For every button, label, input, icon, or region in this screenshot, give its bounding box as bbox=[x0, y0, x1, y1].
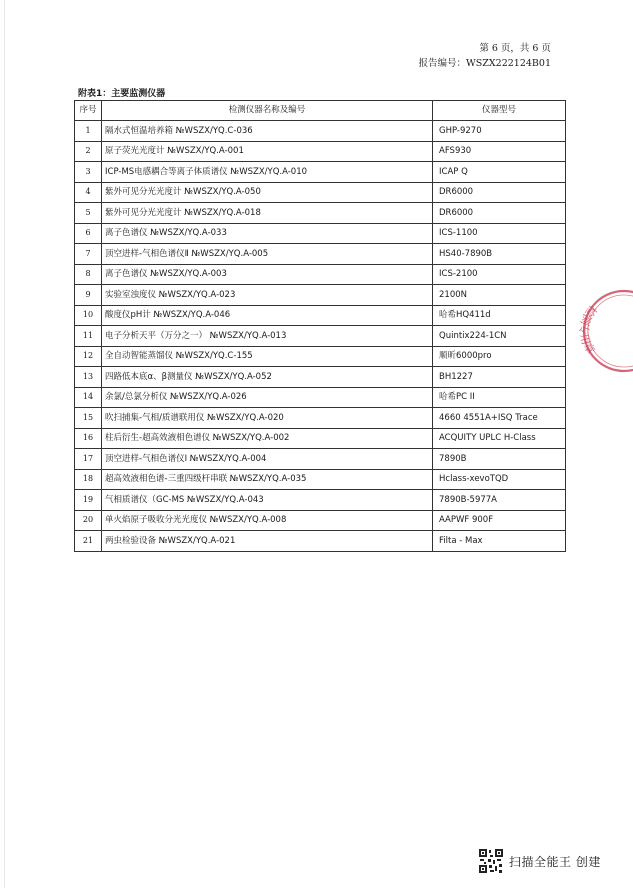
instrument-model-cell: HS40-7890B bbox=[433, 244, 566, 265]
serial-no-cell: 5 bbox=[75, 203, 102, 224]
instrument-name-cell: 气相质谱仪（GC-MS №WSZX/YQ.A-043 bbox=[102, 490, 433, 511]
table-row bbox=[75, 490, 566, 511]
instrument-model-cell: AFS930 bbox=[433, 141, 566, 162]
serial-no-cell: 15 bbox=[75, 408, 102, 429]
instrument-name-cell: 离子色谱仪 №WSZX/YQ.A-033 bbox=[102, 223, 433, 244]
instrument-model-cell: 顺昕6000pro bbox=[433, 346, 566, 367]
instrument-name-cell: 顶空进样-气相色谱仪Ⅰ №WSZX/YQ.A-004 bbox=[102, 449, 433, 470]
instrument-model-cell: 2100N bbox=[433, 285, 566, 306]
instrument-name-cell: 酸度仪pH计 №WSZX/YQ.A-046 bbox=[102, 305, 433, 326]
table-row bbox=[75, 203, 566, 224]
table-row bbox=[75, 223, 566, 244]
page-header bbox=[419, 41, 551, 71]
qr-code-icon bbox=[478, 848, 504, 874]
serial-no-cell: 8 bbox=[75, 264, 102, 285]
instrument-model-cell: ICS-2100 bbox=[433, 264, 566, 285]
serial-no-cell: 20 bbox=[75, 510, 102, 531]
instrument-model-cell: GHP-9270 bbox=[433, 121, 566, 142]
appendix-title: 附表1：主要监测仪器 bbox=[78, 89, 166, 99]
instrument-name-cell: ICP-MS电感耦合等离子体质谱仪 №WSZX/YQ.A-010 bbox=[102, 162, 433, 183]
table-row bbox=[75, 326, 566, 347]
instrument-name-cell: 原子荧光光度计 №WSZX/YQ.A-001 bbox=[102, 141, 433, 162]
serial-no-cell: 18 bbox=[75, 469, 102, 490]
instrument-model-cell: DR6000 bbox=[433, 182, 566, 203]
table-row bbox=[75, 264, 566, 285]
svg-text:检测专用章 bbox=[577, 303, 600, 357]
table-row bbox=[75, 469, 566, 490]
instrument-name-cell: 顶空进样-气相色谱仪Ⅱ №WSZX/YQ.A-005 bbox=[102, 244, 433, 265]
instrument-name-cell: 单火焰原子吸收分光光度仪 №WSZX/YQ.A-008 bbox=[102, 510, 433, 531]
scanner-watermark bbox=[478, 848, 601, 874]
instrument-model-cell: ICS-1100 bbox=[433, 223, 566, 244]
table-row bbox=[75, 531, 566, 552]
serial-no-cell: 7 bbox=[75, 244, 102, 265]
table-row bbox=[75, 449, 566, 470]
serial-no-cell: 19 bbox=[75, 490, 102, 511]
instrument-table bbox=[74, 100, 566, 552]
table-row bbox=[75, 408, 566, 429]
serial-no-cell: 6 bbox=[75, 223, 102, 244]
instrument-name-cell: 四路低本底α、β测量仪 №WSZX/YQ.A-052 bbox=[102, 367, 433, 388]
table-row bbox=[75, 182, 566, 203]
instrument-name-cell: 电子分析天平（万分之一） №WSZX/YQ.A-013 bbox=[102, 326, 433, 347]
red-seal-stamp bbox=[572, 286, 633, 376]
instrument-model-cell: ACQUITY UPLC H-Class bbox=[433, 428, 566, 449]
instrument-name-cell: 隔水式恒温培养箱 №WSZX/YQ.C-036 bbox=[102, 121, 433, 142]
report-number: 报告编号：WSZX222124B01 bbox=[418, 58, 551, 69]
table-row bbox=[75, 121, 566, 142]
table-row bbox=[75, 305, 566, 326]
serial-no-cell: 3 bbox=[75, 162, 102, 183]
table-row bbox=[75, 387, 566, 408]
instrument-name-cell: 紫外可见分光光度计 №WSZX/YQ.A-018 bbox=[102, 203, 433, 224]
header-instrument-model: 仪器型号 bbox=[433, 101, 566, 121]
serial-no-cell: 10 bbox=[75, 305, 102, 326]
instrument-model-cell: Filta - Max bbox=[433, 531, 566, 552]
serial-no-cell: 4 bbox=[75, 182, 102, 203]
table-row bbox=[75, 162, 566, 183]
instrument-name-cell: 离子色谱仪 №WSZX/YQ.A-003 bbox=[102, 264, 433, 285]
instrument-name-cell: 全自动智能蒸馏仪 №WSZX/YQ.C-155 bbox=[102, 346, 433, 367]
instrument-name-cell: 柱后衍生-超高效液相色谱仪 №WSZX/YQ.A-002 bbox=[102, 428, 433, 449]
table-header-row bbox=[75, 101, 566, 121]
header-serial-no: 序号 bbox=[75, 101, 102, 121]
serial-no-cell: 2 bbox=[75, 141, 102, 162]
serial-no-cell: 17 bbox=[75, 449, 102, 470]
scanner-label: 扫描全能王 创建 bbox=[509, 854, 601, 869]
table-row bbox=[75, 428, 566, 449]
instrument-model-cell: 7890B bbox=[433, 449, 566, 470]
table-row bbox=[75, 346, 566, 367]
instrument-name-cell: 余氯/总氯分析仪 №WSZX/YQ.A-026 bbox=[102, 387, 433, 408]
instrument-model-cell: Quintix224-1CN bbox=[433, 326, 566, 347]
table-row bbox=[75, 510, 566, 531]
instrument-model-cell: Hclass-xevoTQD bbox=[433, 469, 566, 490]
instrument-model-cell: ICAP Q bbox=[433, 162, 566, 183]
serial-no-cell: 14 bbox=[75, 387, 102, 408]
instrument-model-cell: 7890B-5977A bbox=[433, 490, 566, 511]
instrument-name-cell: 两虫检验设备 №WSZX/YQ.A-021 bbox=[102, 531, 433, 552]
instrument-name-cell: 紫外可见分光光度计 №WSZX/YQ.A-050 bbox=[102, 182, 433, 203]
table-row bbox=[75, 141, 566, 162]
seal-text: 检测专用章 bbox=[577, 302, 600, 357]
serial-no-cell: 1 bbox=[75, 121, 102, 142]
page-info: 第 6 页，共 6 页 bbox=[479, 43, 551, 54]
instrument-model-cell: 4660 4551A+ISQ Trace bbox=[433, 408, 566, 429]
table-row bbox=[75, 367, 566, 388]
instrument-name-cell: 吹扫捕集-气相/质谱联用仪 №WSZX/YQ.A-020 bbox=[102, 408, 433, 429]
instrument-model-cell: AAPWF 900F bbox=[433, 510, 566, 531]
instrument-model-cell: 哈希HQ411d bbox=[433, 305, 566, 326]
table-row bbox=[75, 285, 566, 306]
serial-no-cell: 21 bbox=[75, 531, 102, 552]
instrument-name-cell: 超高效液相色谱-三重四级杆串联 №WSZX/YQ.A-035 bbox=[102, 469, 433, 490]
serial-no-cell: 9 bbox=[75, 285, 102, 306]
instrument-model-cell: 哈希PC II bbox=[433, 387, 566, 408]
serial-no-cell: 13 bbox=[75, 367, 102, 388]
instrument-name-cell: 实验室浊度仪 №WSZX/YQ.A-023 bbox=[102, 285, 433, 306]
serial-no-cell: 11 bbox=[75, 326, 102, 347]
instrument-model-cell: BH1227 bbox=[433, 367, 566, 388]
serial-no-cell: 12 bbox=[75, 346, 102, 367]
header-instrument-name: 检测仪器名称及编号 bbox=[102, 101, 433, 121]
table-row bbox=[75, 244, 566, 265]
serial-no-cell: 16 bbox=[75, 428, 102, 449]
instrument-model-cell: DR6000 bbox=[433, 203, 566, 224]
